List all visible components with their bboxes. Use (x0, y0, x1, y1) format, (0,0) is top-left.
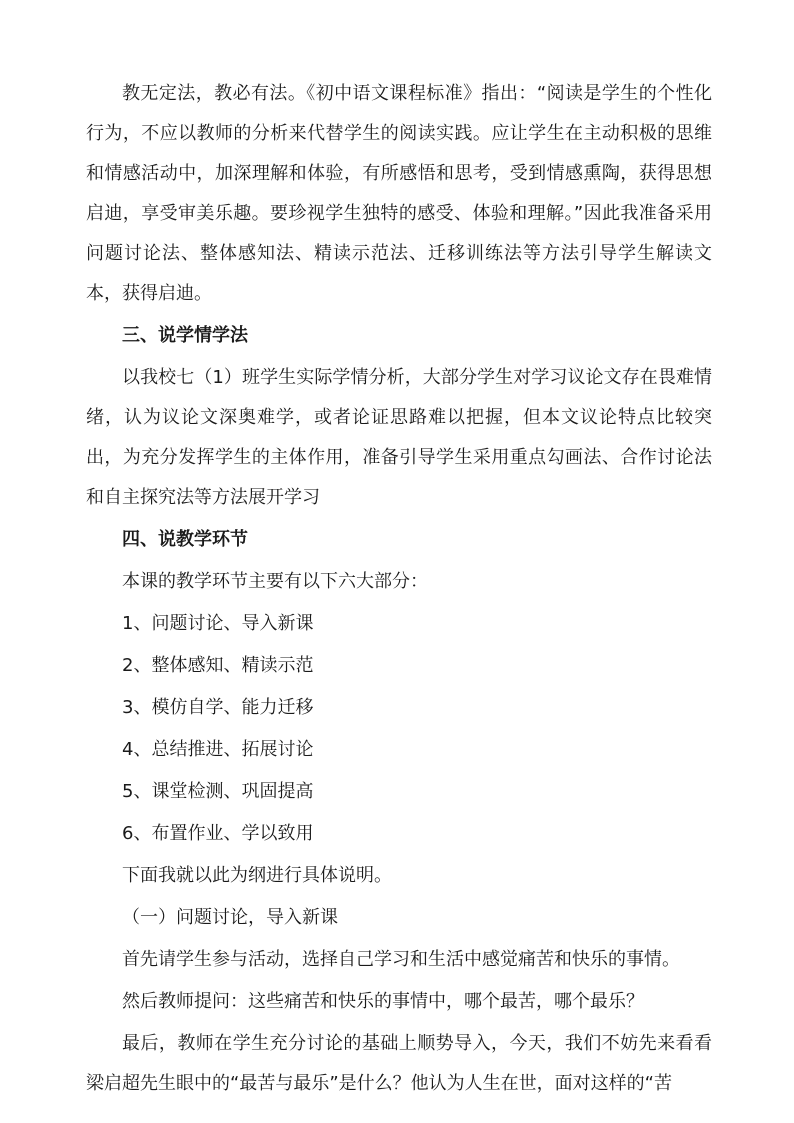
list-item: 2、整体感知、精读示范 (122, 655, 314, 676)
subsection-heading-intro: （一）问题讨论，导入新课 (122, 907, 338, 928)
section-heading-teaching-steps: 四、说教学环节 (122, 529, 248, 550)
section-heading-student-analysis: 三、说学情学法 (122, 325, 248, 346)
paragraph-lead-in: 最后，教师在学生充分讨论的基础上顺势导入，今天，我们不妨先来看看梁启超先生眼中的“最苦与最乐”是什么？他认为人生在世，面对这样的“苦 (86, 1033, 712, 1094)
list-item: 4、总结推进、拓展讨论 (122, 739, 314, 760)
paragraph-activity: 首先请学生参与活动，选择自己学习和生活中感觉痛苦和快乐的事情。 (122, 949, 680, 970)
document-body (86, 74, 712, 1106)
paragraph-steps-intro: 本课的教学环节主要有以下六大部分： (122, 571, 428, 592)
paragraph-question: 然后教师提问：这些痛苦和快乐的事情中，哪个最苦，哪个最乐？ (122, 991, 644, 1012)
list-item: 3、模仿自学、能力迁移 (122, 697, 314, 718)
list-item: 6、布置作业、学以致用 (122, 823, 314, 844)
list-item: 5、课堂检测、巩固提高 (122, 781, 314, 802)
list-item: 1、问题讨论、导入新课 (122, 613, 314, 634)
paragraph-teaching-method: 教无定法，教必有法。《初中语文课程标准》指出：“阅读是学生的个性化行为，不应以教师的分析来代替学生的阅读实践。应让学生在主动积极的思维和情感活动中，加深理解和体验，有所感悟和思考，受到情感熏陶，获得思想启迪，享受审美乐趣。要珍视学生独特的感受、体验和理解。”因此我准备采用问题讨论法、整体感知法、精读示范法、迁移训练法等方法引导学生解读文本，获得启迪。 (86, 83, 712, 304)
paragraph-student-analysis: 以我校七（1）班学生实际学情分析，大部分学生对学习议论文存在畏难情绪，认为议论文深奥难学，或者论证思路难以把握，但本文议论特点比较突出，为充分发挥学生的主体作用，准备引导学生采用重点勾画法、合作讨论法和自主探究法等方法展开学习 (86, 367, 712, 508)
paragraph-outline-note: 下面我就以此为纲进行具体说明。 (122, 865, 392, 886)
